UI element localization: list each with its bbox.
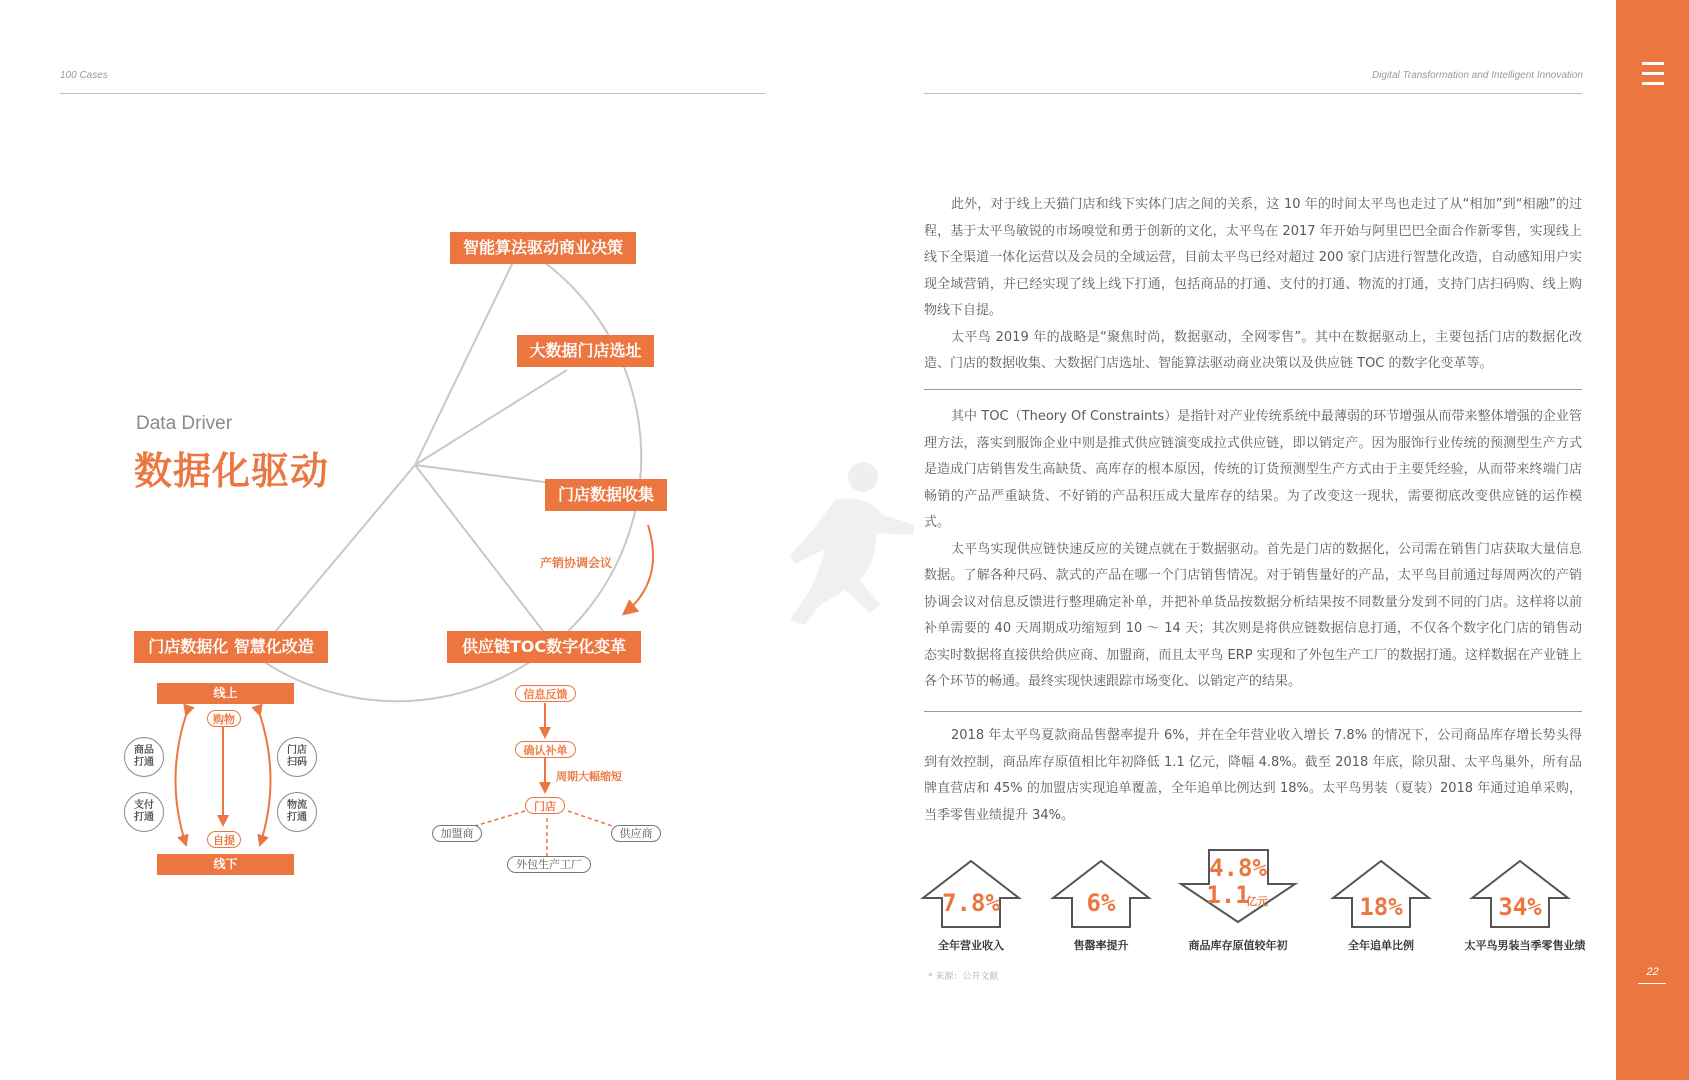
meeting-label: 产销协调会议 [540, 556, 613, 570]
paragraph-5: 2018 年太平鸟夏款商品售罄率提升 6%，并在全年营业收入增长 7.8% 的情况下，公司商品库存增长势头得到有效控制，商品库存原值相比年初降低 1.1 亿元，降幅 4.8%。截至 2018 年底，除贝甜、太平鸟巢外，所有品牌直营店和 45% 的加盟店实现追单覆盖，全年追单比例达到 18%。太平鸟男装（夏装）2018 年通过追单采购，当季零售业绩提升 34%。 [924, 728, 1582, 823]
section-subtitle: Data Driver [136, 413, 233, 434]
header-left-text: 100 Cases [60, 70, 108, 81]
source-note: * 来源：公开文献 [928, 972, 999, 982]
stat-value-inventory-pct: 4.8% [1209, 854, 1267, 882]
paragraph-4: 太平鸟实现供应链快速反应的关键点就在于数据驱动。首先是门店的数据化，公司需在销售门店获取大量信息数据。了解各种尺码、款式的产品在哪一个门店销售情况。对于销售量好的产品，太平鸟目前通过每周两次的产销协调会议对信息反馈进行整理确定补单，并把补单货品按数据分析结果按不同数量分发到不同的门店。这样将以前补单需要的 40 天周期成功缩短到 10 ～ 14 天；其次则是将供应链数据信息打通，不仅各个数字化门店的销售动态实时数据将直接供给供应商、加盟商，而且太平鸟 ERP 实现和了外包生产工厂的数据打通。这样数据在产业链上各个环节的畅通。最终实现快速跟踪市场变化、以销定产的结果。 [924, 541, 1582, 689]
stat-value-menswear: 34% [1498, 893, 1542, 921]
pickup-pill: 自提 [207, 831, 241, 848]
stat-value-inventory-amount: 1.1 [1206, 881, 1250, 909]
offline-bar: 线下 [157, 854, 294, 875]
store-pill: 门店 [525, 797, 565, 814]
stat-label-revenue: 全年营业收入 [938, 939, 1004, 952]
box-big-data-site: 大数据门店选址 [517, 335, 654, 367]
box-supply-toc: 供应链TOC数字化变革 [447, 631, 641, 663]
stat-label-reorder: 全年追单比例 [1348, 939, 1414, 952]
stat-value-reorder: 18% [1359, 893, 1403, 921]
circle-logistics: 物流 打通 [277, 792, 317, 832]
header-right-text: Digital Transformation and Intelligent Innovation [1371, 70, 1583, 81]
paragraph-2: 太平鸟 2019 年的战略是“聚焦时尚，数据驱动，全网零售”。其中在数据驱动上，主要包括门店的数据化改造、门店的数据收集、大数据门店选址、智能算法驱动商业决策以及供应链 TOC 的数字化变革等。 [924, 329, 1582, 371]
shop-pill: 购物 [207, 710, 241, 727]
page-number: 22 [1646, 966, 1659, 978]
stat-label-menswear: 太平鸟男装当季零售业绩 [1464, 939, 1586, 952]
box-store-data-collect: 门店数据收集 [545, 479, 667, 511]
paragraph-3: 其中 TOC（Theory Of Constraints）是指针对产业传统系统中最薄弱的环节增强从而带来整体增强的企业管理方法，落实到服饰企业中则是推式供应链演变成拉式供应链，即以销定产。因为服饰行业传统的预测型生产方式是造成门店销售发生高缺货、高库存的根本原因，传统的订货预测型生产方式由于主要凭经验，从而带来终端门店畅销的产品严重缺货、不好销的产品积压成大量库存的结果。为了改变这一现状，需要彻底改变供应链的运作模式。 [924, 409, 1582, 530]
circle-store-scan: 门店 扫码 [277, 737, 317, 777]
factory-pill: 外包生产工厂 [507, 856, 591, 873]
franchise-pill: 加盟商 [432, 825, 482, 842]
box-ai-decision: 智能算法驱动商业决策 [450, 232, 636, 264]
online-bar: 线上 [157, 683, 294, 704]
box-store-smart: 门店数据化 智慧化改造 [134, 631, 328, 663]
circle-goods: 商品 打通 [124, 737, 164, 777]
circle-payment: 支付 打通 [124, 792, 164, 832]
cycle-label: 周期大幅缩短 [556, 770, 622, 783]
section-title: 数据化驱动 [134, 449, 330, 493]
feedback-pill: 信息反馈 [515, 685, 576, 702]
paragraph-1: 此外，对于线上天猫门店和线下实体门店之间的关系，这 10 年的时间太平鸟也走过了从“相加”到“相融”的过程，基于太平鸟敏锐的市场嗅觉和勇于创新的文化，太平鸟在 2017 年开始与阿里巴巴全面合作新零售，实现线上线下全渠道一体化运营以及会员的全域运营，目前太平鸟已经对超过 200 家门店进行智慧化改造，自动感知用户实现全域营销，并已经实现了线上线下打通，包括商品的打通、支付的打通、物流的打通，支持门店扫码购、线上购物线下自提。 [924, 197, 1582, 318]
stat-unit-inventory: 亿元 [1246, 895, 1268, 908]
confirm-pill: 确认补单 [515, 741, 576, 758]
stat-value-sellthrough: 6% [1086, 889, 1116, 917]
stat-label-inventory: 商品库存原值较年初 [1188, 939, 1288, 952]
stat-label-sellthrough: 售罄率提升 [1073, 939, 1129, 952]
stat-value-revenue: 7.8% [942, 889, 1000, 917]
supplier-pill: 供应商 [611, 825, 661, 842]
